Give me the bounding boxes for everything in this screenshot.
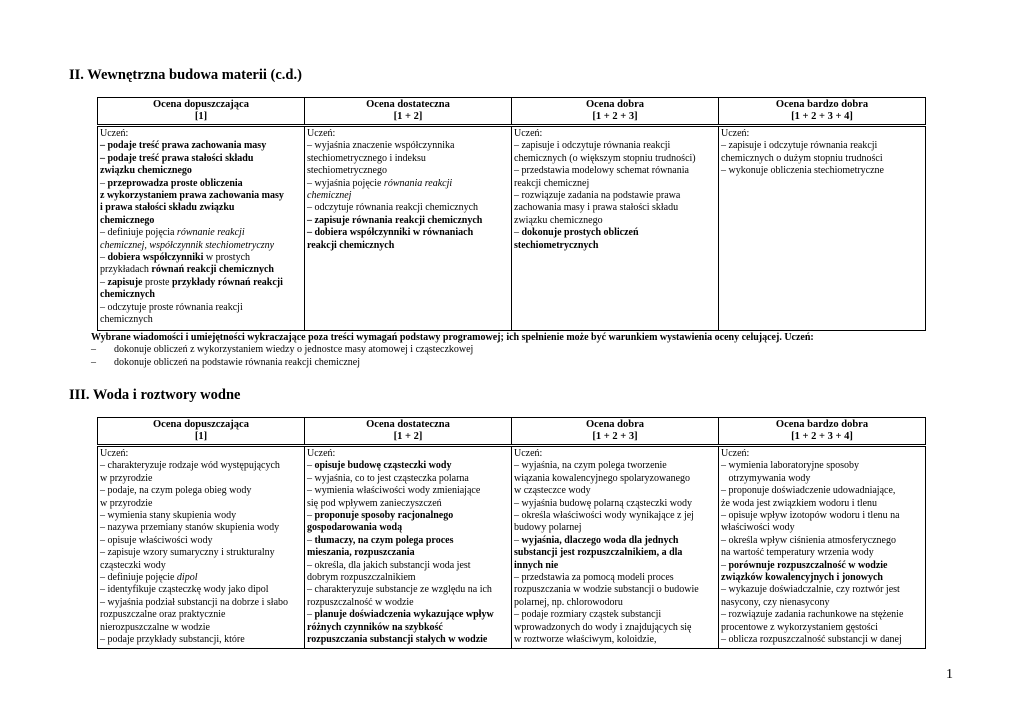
header-name: Ocena dostateczna <box>366 419 450 430</box>
header-range: [1 + 2 + 3] <box>592 431 638 442</box>
requirement-line <box>307 498 509 510</box>
requirement-text: – wyjaśnia, na czym polega tworzenie <box>514 460 667 472</box>
requirement-text: – określa wpływ ciśnienia atmosferycznego <box>721 534 896 546</box>
requirement-line <box>721 460 923 472</box>
requirement-line <box>307 473 509 485</box>
requirement-text: – podaje treść prawa stałości składu <box>100 152 254 164</box>
requirement-text: dipol <box>176 572 198 584</box>
requirement-text: – wyjaśnia podział substancji na dobrze i słabo <box>100 596 289 608</box>
requirement-line <box>721 535 923 547</box>
header-cell <box>305 98 512 126</box>
requirement-text: – wymienia laboratoryjne sposoby <box>721 460 860 472</box>
requirement-text: Uczeń: <box>100 448 129 459</box>
requirement-text: reakcji chemicznych <box>307 239 395 251</box>
requirement-text: związków kowalencyjnych i jonowych <box>721 572 883 584</box>
requirement-line <box>514 510 716 522</box>
requirement-text: – opisuje właściwości wody <box>100 534 213 546</box>
requirement-line <box>514 572 716 584</box>
requirement-line <box>514 547 716 559</box>
requirement-text: porównuje rozpuszczalność w wodzie <box>728 559 888 571</box>
requirement-text: rozpuszczalność w wodzie <box>307 596 414 608</box>
requirement-text: cząsteczki wody <box>100 559 166 571</box>
requirement-text: – <box>514 534 522 546</box>
requirement-line <box>514 240 716 252</box>
requirement-line <box>514 165 716 177</box>
requirement-text: w prostych <box>203 252 251 264</box>
requirement-line <box>100 140 302 152</box>
requirement-line <box>721 498 923 510</box>
requirements-cell-grade-4 <box>719 446 926 649</box>
requirement-text: chemicznej, współczynnik stechiometryczny <box>100 239 275 251</box>
requirement-line <box>721 153 923 165</box>
requirement-line <box>721 597 923 609</box>
requirement-text: Uczeń: <box>100 128 129 139</box>
requirement-line <box>514 178 716 190</box>
requirement-text: w przyrodzie <box>100 497 153 509</box>
requirement-line <box>514 485 716 497</box>
requirement-line <box>100 460 302 472</box>
requirement-text: innych nie <box>514 559 559 571</box>
requirement-text: przykłady równań reakcji <box>171 276 283 288</box>
requirement-text: wyjaśnia, dlaczego woda dla jednych <box>521 534 679 546</box>
header-name: Ocena dobra <box>585 99 645 110</box>
requirement-line <box>514 597 716 609</box>
requirement-text: – wykonuje obliczenia stechiometryczne <box>721 165 884 177</box>
header-name: Ocena dopuszczająca <box>153 99 249 110</box>
requirement-text: – zapisuje i odczytuje równania reakcji <box>514 140 671 152</box>
requirement-line <box>514 153 716 165</box>
requirement-line <box>307 240 509 252</box>
header-name: Ocena dobra <box>585 419 645 430</box>
requirement-text: – zapisuje wzory sumaryczny i strukturalny <box>100 547 275 559</box>
requirement-text: równanie reakcji <box>176 227 245 239</box>
requirement-line <box>100 252 302 264</box>
requirement-line <box>514 584 716 596</box>
requirement-text: nierozpuszczalne w wodzie <box>100 621 210 633</box>
requirement-text: rozpuszczalne oraz praktycznie <box>100 609 226 621</box>
requirement-text: – <box>307 609 315 621</box>
requirement-line <box>100 153 302 165</box>
requirement-text: planuje doświadczenia wykazujące wpływ <box>314 609 494 621</box>
header-cell <box>98 98 305 126</box>
header-cell <box>512 418 719 446</box>
requirement-line <box>514 634 716 646</box>
header-cell <box>305 418 512 446</box>
requirement-text: – przedstawia modelowy schemat równania <box>514 165 689 177</box>
requirement-line <box>100 547 302 559</box>
requirement-text: właściwości wody <box>721 522 795 534</box>
requirement-text: nasycony, czy nienasycony <box>721 596 830 608</box>
requirement-text: chemicznych o dużym stopniu trudności <box>721 152 883 164</box>
requirement-text: tłumaczy, na czym polega proces <box>314 534 454 546</box>
requirement-line <box>307 634 509 646</box>
requirement-text: – charakteryzuje substancje ze względu na ich <box>307 584 492 596</box>
requirement-text: – identyfikuje cząsteczkę wody jako dipol <box>100 584 269 596</box>
requirement-line <box>514 498 716 510</box>
extra-item-text: dokonuje obliczeń z wykorzystaniem wiedzy o jednostce masy atomowej i cząsteczkowej <box>114 344 474 356</box>
requirement-text: – przedstawia za pomocą modeli proces <box>514 572 674 584</box>
requirement-text: – charakteryzuje rodzaje wód występujących <box>100 460 280 472</box>
header-range: [1 + 2 + 3 + 4] <box>791 431 853 442</box>
requirement-line <box>100 302 302 314</box>
section-3-header-row <box>98 418 926 446</box>
section-3-title: III. Woda i roztwory wodne <box>69 387 241 403</box>
requirement-text: substancji jest rozpuszczalnikiem, a dla <box>514 547 683 559</box>
section-2-content-row <box>98 126 926 331</box>
requirement-text: chemicznej <box>307 190 352 202</box>
requirement-text: – określa właściwości wody wynikające z jej <box>514 510 694 522</box>
requirement-text: równania reakcji <box>383 177 453 189</box>
section-3-content-row <box>98 446 926 649</box>
requirement-line <box>100 609 302 621</box>
requirement-text: wiązania kowalencyjnego spolaryzowanego <box>514 472 691 484</box>
requirement-line <box>721 510 923 522</box>
requirement-text: – podaje przykłady substancji, które <box>100 634 245 646</box>
requirement-text: stechiometrycznego <box>307 165 387 177</box>
requirement-text: – proponuje doświadczenie udowadniające, <box>721 485 896 497</box>
requirement-line <box>721 128 923 140</box>
extra-item-text: dokonuje obliczeń na podstawie równania reakcji chemicznej <box>114 356 361 368</box>
header-range: [1 + 2 + 3] <box>592 111 638 122</box>
requirement-line <box>100 535 302 547</box>
requirement-text: Uczeń: <box>514 448 543 459</box>
requirement-text: – odczytuje proste równania reakcji <box>100 301 243 313</box>
requirement-line <box>307 510 509 522</box>
header-cell <box>98 418 305 446</box>
requirement-text: związku chemicznego <box>100 165 192 177</box>
requirement-text: zachowania masy i prawa stałości składu <box>514 202 679 214</box>
requirement-text: budowy polarnej <box>514 522 582 534</box>
requirement-line <box>514 535 716 547</box>
requirement-text: – zapisuje i odczytuje równania reakcji <box>721 140 878 152</box>
page-number: 1 <box>946 667 953 682</box>
header-range: [1] <box>194 111 208 122</box>
requirement-line <box>307 622 509 634</box>
header-range: [1 + 2] <box>393 431 423 442</box>
requirement-text: – podaje rozmiary cząstek substancji <box>514 609 662 621</box>
requirement-line <box>100 634 302 646</box>
requirement-line <box>307 609 509 621</box>
requirement-line <box>100 227 302 239</box>
requirements-cell-grade-2 <box>305 126 512 331</box>
header-name: Ocena bardzo dobra <box>775 419 869 430</box>
requirement-text: na wartość temperatury wrzenia wody <box>721 547 874 559</box>
requirement-line <box>514 522 716 534</box>
header-name: Ocena dopuszczająca <box>153 419 249 430</box>
requirement-text: przykładach <box>100 264 152 276</box>
requirement-line <box>514 609 716 621</box>
requirement-line <box>307 448 509 460</box>
requirement-line <box>514 622 716 634</box>
requirement-line <box>100 165 302 177</box>
requirement-text: mieszania, rozpuszczania <box>307 547 415 559</box>
requirement-line <box>721 522 923 534</box>
requirement-line <box>100 485 302 497</box>
requirement-text: – zapisuje równania reakcji chemicznych <box>307 214 483 226</box>
requirement-text: Uczeń: <box>307 128 336 139</box>
requirement-line <box>100 622 302 634</box>
requirement-line <box>307 178 509 190</box>
requirement-line <box>100 277 302 289</box>
requirement-line <box>100 473 302 485</box>
requirement-line <box>307 560 509 572</box>
requirement-text: – oblicza rozpuszczalność substancji w danej <box>721 634 902 646</box>
requirement-text: w roztworze właściwym, koloidzie, <box>514 634 657 646</box>
requirement-text: przeprowadza proste obliczenia <box>107 177 243 189</box>
requirement-line <box>100 178 302 190</box>
requirement-text: gospodarowania wodą <box>307 522 403 534</box>
requirement-line <box>514 128 716 140</box>
requirement-line <box>100 289 302 301</box>
requirement-text: chemicznego <box>100 214 155 226</box>
requirement-text: – <box>307 534 315 546</box>
requirement-line <box>100 215 302 227</box>
requirement-line <box>721 547 923 559</box>
header-name: Ocena bardzo dobra <box>775 99 869 110</box>
requirement-text: – wymienia stany skupienia wody <box>100 510 237 522</box>
requirement-text: chemicznych (o większym stopniu trudności) <box>514 152 696 164</box>
requirements-cell-grade-3 <box>512 126 719 331</box>
requirement-text: – <box>100 252 108 264</box>
requirement-line <box>100 560 302 572</box>
header-range: [1 + 2] <box>393 111 423 122</box>
requirement-line <box>514 190 716 202</box>
requirement-line <box>307 165 509 177</box>
extra-requirements <box>91 332 931 369</box>
requirement-line <box>514 473 716 485</box>
requirement-text: – wykazuje doświadczalnie, czy roztwór jest <box>721 584 900 596</box>
requirement-text: – definiuje pojęcia <box>100 227 177 239</box>
requirement-text: – definiuje pojęcie <box>100 572 177 584</box>
header-cell <box>719 98 926 126</box>
requirement-text: – wyjaśnia znaczenie współczynnika <box>307 140 455 152</box>
requirement-text: – podaje, na czym polega obieg wody <box>100 485 252 497</box>
requirement-text: – wymienia właściwości wody zmieniające <box>307 485 481 497</box>
requirement-text: różnych czynników na szybkość <box>307 621 443 633</box>
extra-requirements-heading: Wybrane wiadomości i umiejętności wykraczające poza treści wymagań podstawy programowej; ich spełnienie może być warunkiem wystawienia oceny celującej. Uczeń: <box>91 332 814 343</box>
requirement-text: równań reakcji chemicznych <box>151 264 274 276</box>
requirement-text: – opisuje wpływ izotopów wodoru i tlenu na <box>721 510 900 522</box>
requirement-line <box>307 597 509 609</box>
requirement-text: Uczeń: <box>307 448 336 459</box>
requirement-line <box>721 485 923 497</box>
requirement-text: – <box>721 559 729 571</box>
header-name: Ocena dostateczna <box>366 99 450 110</box>
requirement-text: – wyjaśnia pojęcie <box>307 177 384 189</box>
requirement-text: – dobiera współczynniki w równaniach <box>307 227 474 239</box>
requirement-text: z wykorzystaniem prawa zachowania masy <box>100 190 284 202</box>
requirement-line <box>307 522 509 534</box>
requirement-line <box>307 460 509 472</box>
requirement-text: rozpuszczania substancji stałych w wodzie <box>307 634 488 646</box>
requirement-line <box>100 128 302 140</box>
requirement-line <box>100 597 302 609</box>
requirement-text: chemicznych <box>100 314 153 326</box>
requirement-text: – <box>307 510 315 522</box>
requirement-line <box>307 128 509 140</box>
requirement-text: – określa, dla jakich substancji woda jest <box>307 559 471 571</box>
requirement-line <box>307 584 509 596</box>
requirement-line <box>307 215 509 227</box>
requirement-line <box>307 572 509 584</box>
requirement-line <box>721 622 923 634</box>
requirement-text: i prawa stałości składu związku <box>100 202 235 214</box>
requirement-line <box>721 584 923 596</box>
requirement-line <box>721 634 923 646</box>
requirement-text: proponuje sposoby racjonalnego <box>314 510 454 522</box>
requirement-line <box>307 485 509 497</box>
requirement-line <box>100 584 302 596</box>
requirement-text: opisuje budowę cząsteczki wody <box>314 460 452 472</box>
requirement-text: dobiera współczynniki <box>107 252 204 264</box>
requirement-text: reakcji chemicznej <box>514 177 590 189</box>
requirement-line <box>721 609 923 621</box>
requirement-line <box>514 215 716 227</box>
requirement-text: chemicznych <box>100 289 155 301</box>
requirement-text: związku chemicznego <box>514 214 603 226</box>
requirement-line <box>307 153 509 165</box>
requirement-text: wprowadzonych do wody i znajdujących się <box>514 621 692 633</box>
requirement-text: w przyrodzie <box>100 472 153 484</box>
list-item: – dokonuje obliczeń na podstawie równania reakcji chemicznej <box>91 356 361 368</box>
requirement-line <box>721 165 923 177</box>
requirement-line <box>514 140 716 152</box>
requirement-line <box>100 522 302 534</box>
requirement-line <box>721 560 923 572</box>
requirement-text: – rozwiązuje zadania rachunkowe na stężenie <box>721 609 904 621</box>
requirement-line <box>100 190 302 202</box>
requirement-line <box>100 202 302 214</box>
section-3-table <box>97 417 926 649</box>
requirement-text: stechiometrycznych <box>514 239 599 251</box>
requirement-line <box>307 547 509 559</box>
requirement-line <box>307 202 509 214</box>
header-range: [1] <box>194 431 208 442</box>
requirement-line <box>307 190 509 202</box>
requirement-text: polarnej, np. chlorowodoru <box>514 596 623 608</box>
requirement-text: w cząsteczce wody <box>514 485 591 497</box>
requirement-text: – <box>100 177 108 189</box>
requirement-text: rozpuszczania w wodzie substancji o budowie <box>514 584 699 596</box>
requirement-text: zapisuje <box>107 276 143 288</box>
list-item: – dokonuje obliczeń z wykorzystaniem wiedzy o jednostce masy atomowej i cząsteczkowej <box>91 344 474 356</box>
requirement-text: – rozwiązuje zadania na podstawie prawa <box>514 190 681 202</box>
requirement-text: się pod wpływem zanieczyszczeń <box>307 497 442 509</box>
section-2-table <box>97 97 926 331</box>
requirement-text: otrzymywania wody <box>721 472 811 484</box>
header-cell <box>719 418 926 446</box>
requirements-cell-grade-1 <box>98 126 305 331</box>
requirement-text: – wyjaśnia budowę polarną cząsteczki wody <box>514 497 692 509</box>
requirement-text: – <box>514 227 522 239</box>
requirement-line <box>100 314 302 326</box>
requirement-line <box>721 448 923 460</box>
requirements-cell-grade-4 <box>719 126 926 331</box>
header-range: [1 + 2 + 3 + 4] <box>791 111 853 122</box>
requirement-line <box>721 140 923 152</box>
requirement-text: – podaje treść prawa zachowania masy <box>100 140 267 152</box>
requirement-line <box>307 140 509 152</box>
requirement-line <box>514 560 716 572</box>
requirement-line <box>307 227 509 239</box>
requirement-line <box>100 498 302 510</box>
requirement-line <box>100 240 302 252</box>
requirement-line <box>100 264 302 276</box>
requirement-text: stechiometrycznego i indeksu <box>307 152 426 164</box>
requirement-text: – <box>307 460 315 472</box>
requirement-text: że woda jest związkiem wodoru i tlenu <box>721 497 878 509</box>
requirements-cell-grade-3 <box>512 446 719 649</box>
requirement-text: – odczytuje równania reakcji chemicznych <box>307 202 479 214</box>
requirement-text: – <box>100 276 108 288</box>
requirement-line <box>100 572 302 584</box>
requirement-line <box>100 448 302 460</box>
requirement-text: – wyjaśnia, co to jest cząsteczka polarna <box>307 472 469 484</box>
requirement-line <box>514 202 716 214</box>
requirement-line <box>307 535 509 547</box>
requirement-text: Uczeń: <box>721 128 750 139</box>
requirement-line <box>721 473 923 485</box>
requirement-line <box>514 227 716 239</box>
requirement-text: proste <box>142 276 172 288</box>
requirement-text: procentowe z wykorzystaniem gęstości <box>721 621 878 633</box>
section-2-header-row <box>98 98 926 126</box>
requirement-text: Uczeń: <box>721 448 750 459</box>
requirement-line <box>514 460 716 472</box>
requirement-line <box>514 448 716 460</box>
requirements-cell-grade-1 <box>98 446 305 649</box>
header-cell <box>512 98 719 126</box>
requirement-line <box>721 572 923 584</box>
requirement-text: Uczeń: <box>514 128 543 139</box>
requirements-cell-grade-2 <box>305 446 512 649</box>
section-2-title: II. Wewnętrzna budowa materii (c.d.) <box>69 67 302 83</box>
requirement-text: dobrym rozpuszczalnikiem <box>307 572 416 584</box>
requirement-line <box>100 510 302 522</box>
requirement-text: dokonuje prostych obliczeń <box>521 227 639 239</box>
requirement-text: – nazywa przemiany stanów skupienia wody <box>100 522 280 534</box>
